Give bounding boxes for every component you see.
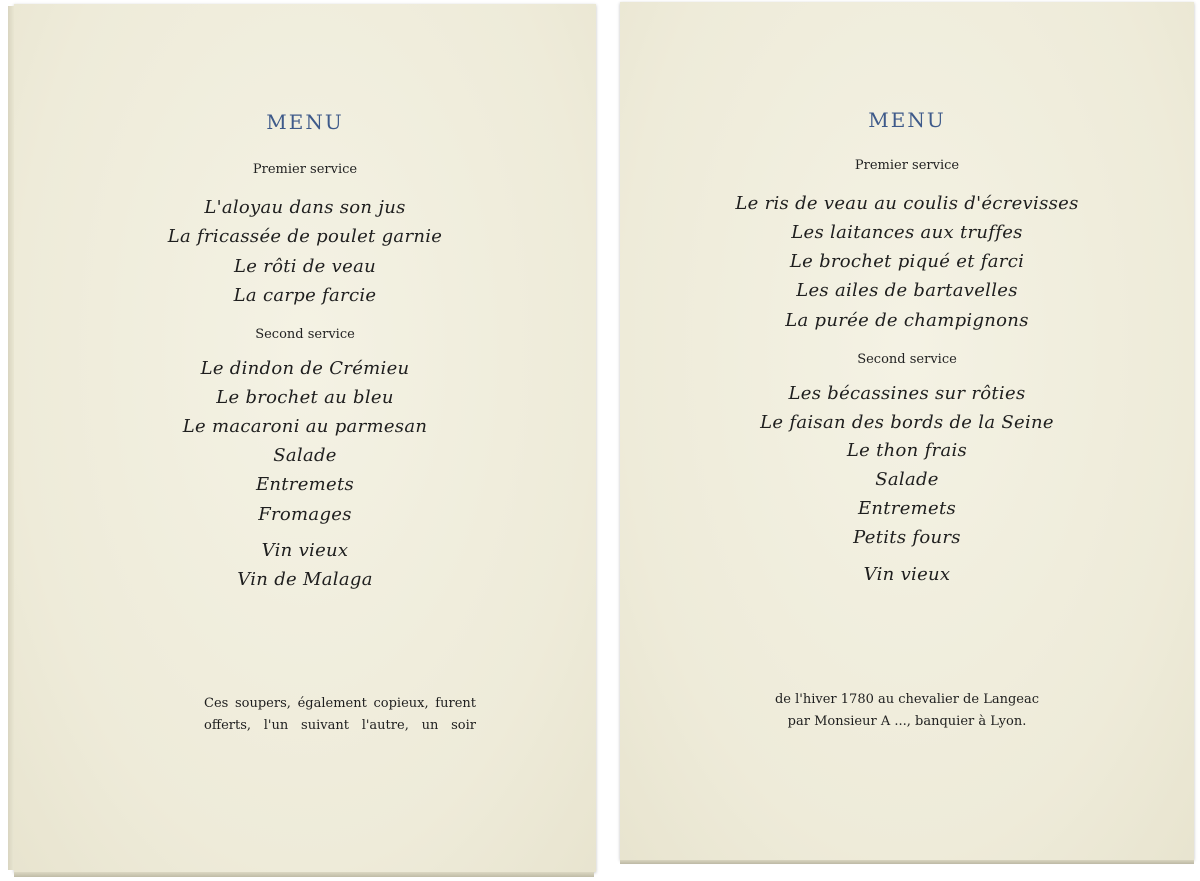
dish-item: La purée de champignons (785, 310, 1029, 331)
dish-item: Entremets (255, 474, 355, 495)
dish-item: Le thon frais (846, 440, 968, 461)
dish-item: Les laitances aux truffes (791, 222, 1023, 243)
dish-item: Les bécassines sur rôties (788, 383, 1026, 404)
second-service-heading: Second service (255, 327, 355, 342)
dish-item: Le brochet au bleu (216, 387, 394, 408)
dish-item: Le dindon de Crémieu (200, 358, 410, 379)
first-service-heading: Premier service (854, 158, 960, 173)
dish-item: Salade (875, 469, 939, 490)
dish-item: La carpe farcie (233, 285, 377, 306)
dish-item: Petits fours (853, 527, 961, 548)
first-service-heading: Premier service (252, 162, 358, 177)
menu-title: MENU (868, 108, 946, 132)
dish-item: Le ris de veau au coulis d'écrevisses (735, 193, 1079, 214)
dish-item: Le faisan des bords de la Seine (760, 412, 1054, 433)
second-service-heading: Second service (857, 352, 957, 367)
wine-item: Vin vieux (863, 564, 951, 585)
wine-item: Vin vieux (261, 540, 349, 561)
dish-item: Salade (273, 445, 337, 466)
footer-line: offerts, l'un suivant l'autre, un soir (204, 718, 476, 733)
dish-item: Les ailes de bartavelles (796, 280, 1018, 301)
menu-title: MENU (266, 110, 344, 134)
dish-item: L'aloyau dans son jus (204, 197, 406, 218)
wine-item: Vin de Malaga (237, 569, 373, 590)
dish-item: Le rôti de veau (233, 256, 377, 277)
dish-item: La fricassée de poulet garnie (167, 226, 443, 247)
footer-line: de l'hiver 1780 au chevalier de Langeac (774, 692, 1039, 707)
footer-line: par Monsieur A ..., banquier à Lyon. (787, 714, 1027, 729)
dish-item: Le brochet piqué et farci (789, 251, 1025, 272)
dish-item: Entremets (857, 498, 957, 519)
footer-line: Ces soupers, également copieux, furent (204, 696, 476, 711)
menu-page-left (14, 4, 596, 872)
dish-item: Le macaroni au parmesan (182, 416, 428, 437)
dish-item: Fromages (258, 504, 352, 525)
menu-page-right (620, 2, 1194, 860)
